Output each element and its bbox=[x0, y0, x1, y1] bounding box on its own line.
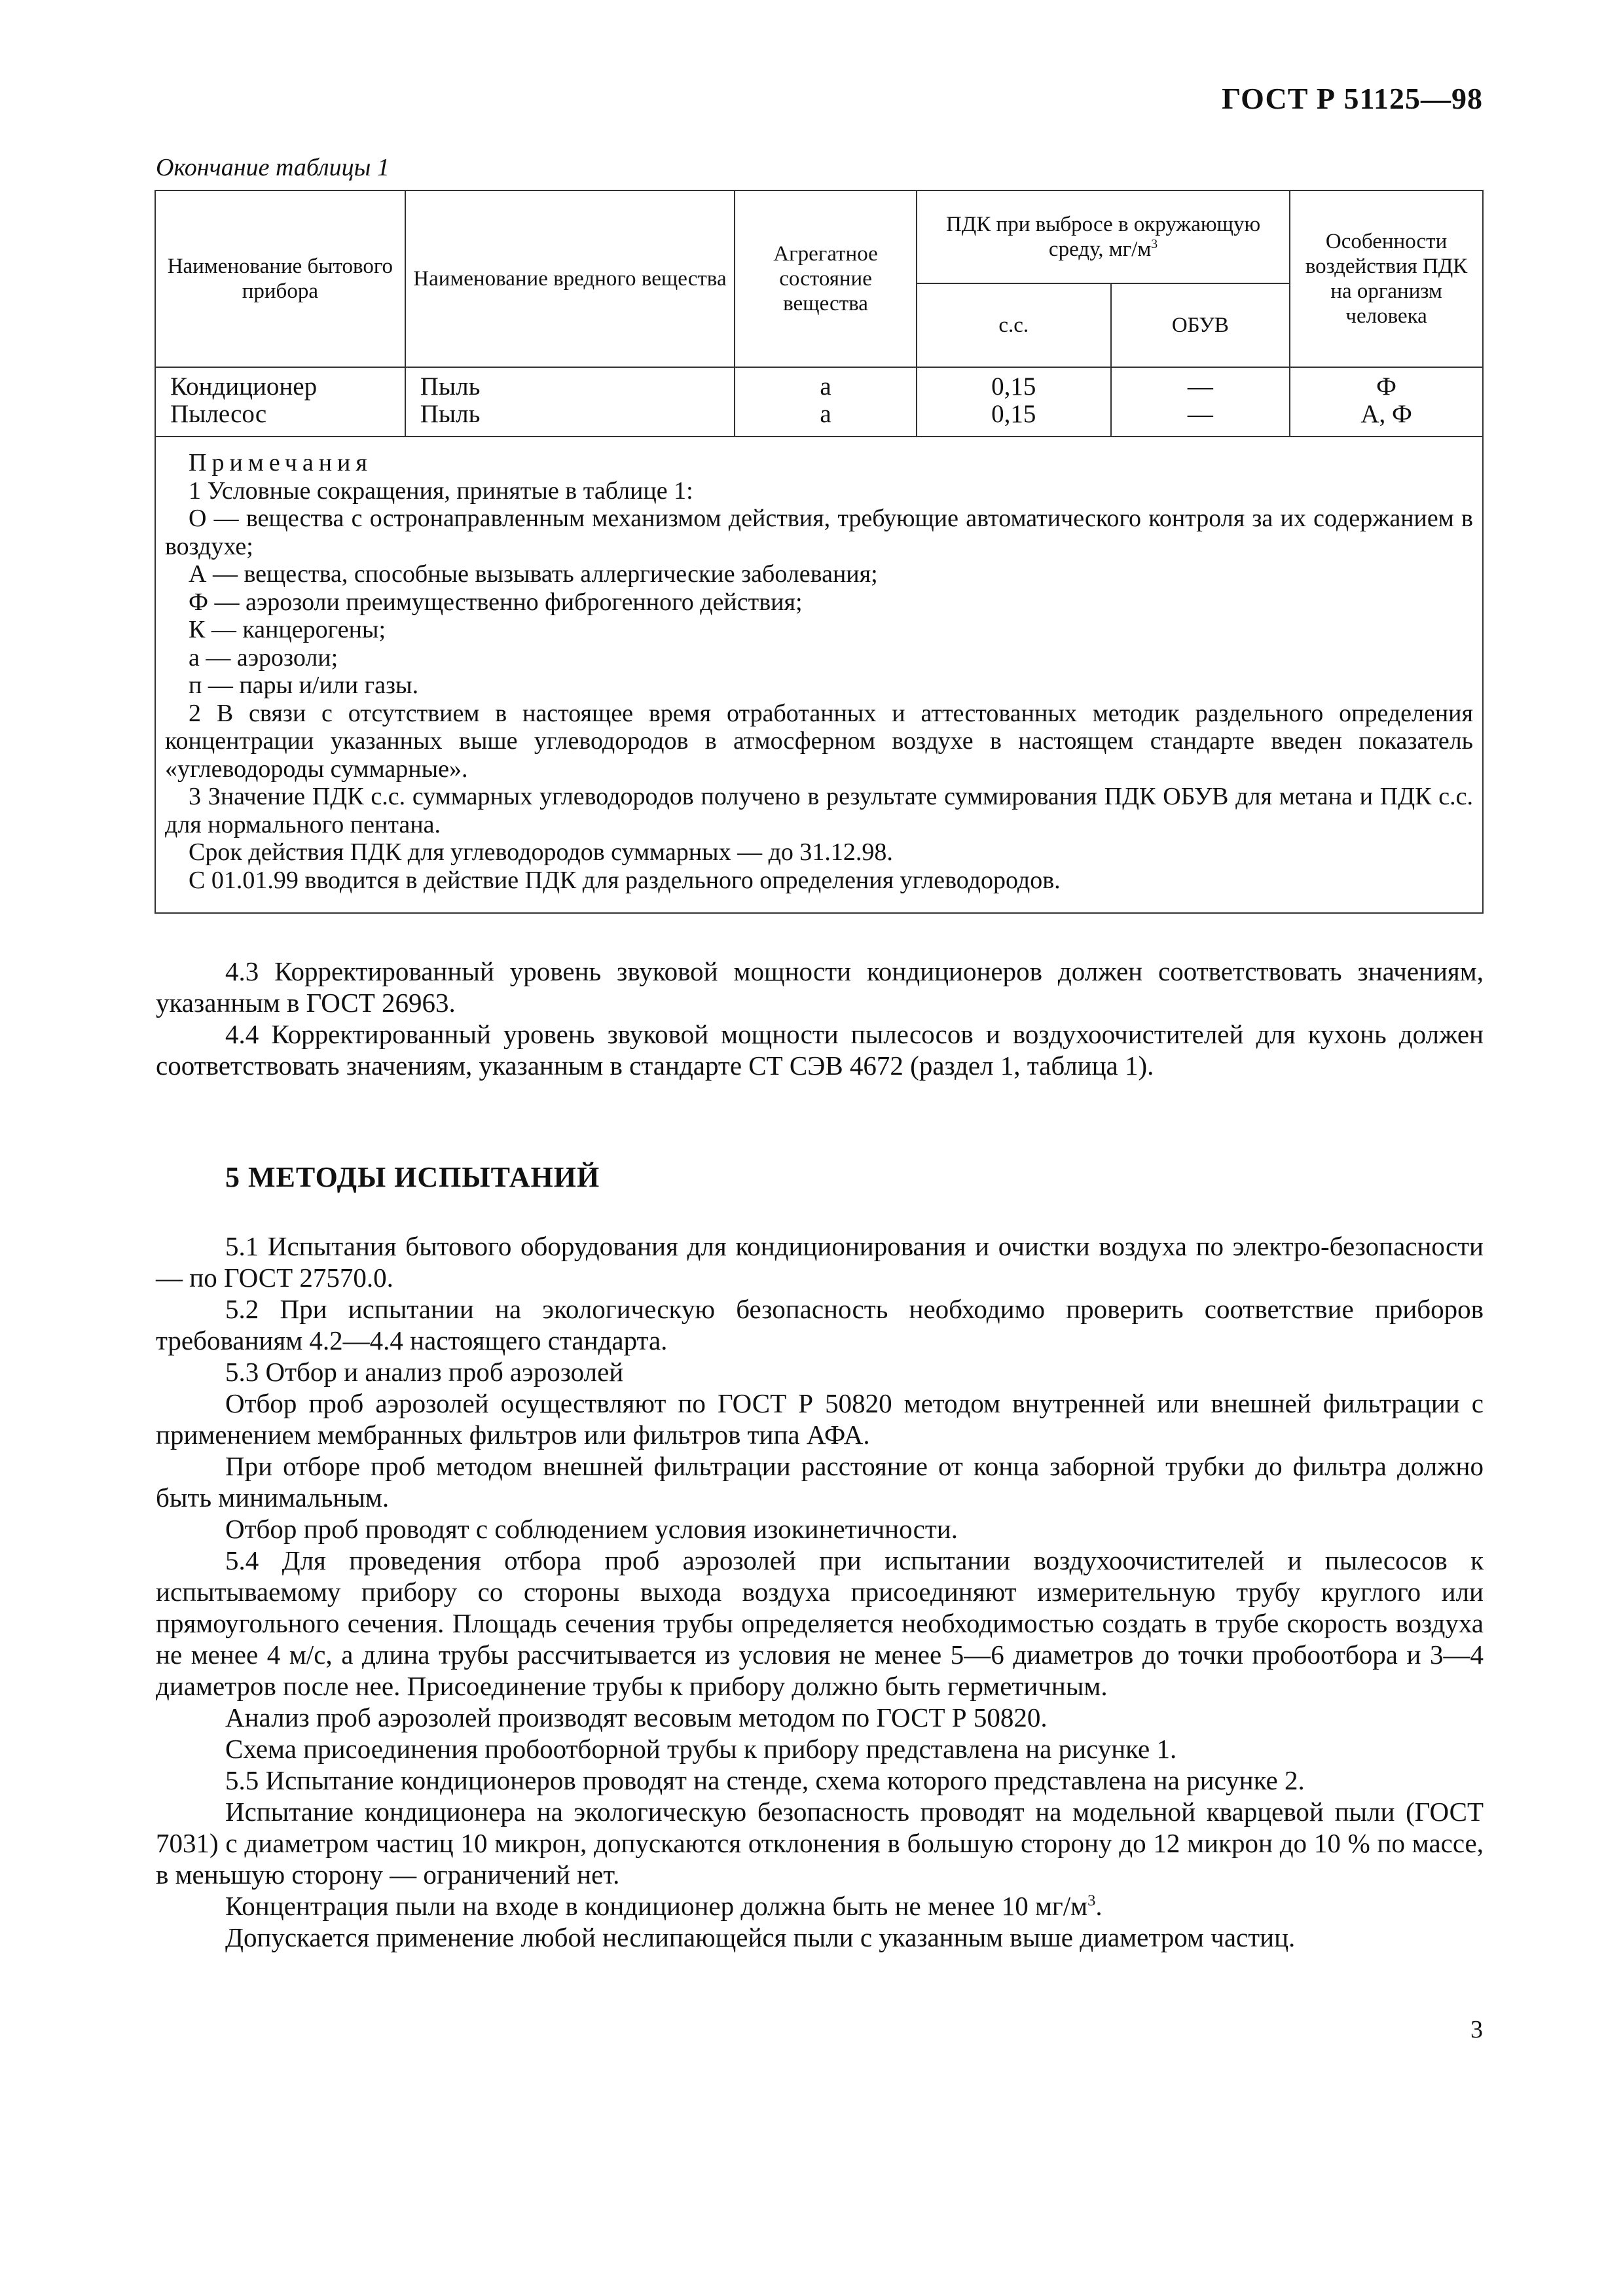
note-line: О — вещества с остронаправленным механизмом действия, требующие автоматического контроля за их содержанием в воздухе; bbox=[165, 505, 1473, 560]
paragraph: Анализ проб аэрозолей производят весовым методом по ГОСТ Р 50820. bbox=[225, 1702, 1048, 1732]
col-state-header: Агрегатное состояние вещества bbox=[735, 190, 917, 367]
col-pdk-group-header: ПДК при выбросе в окружающую среду, $мг/м^3$ bbox=[917, 190, 1290, 283]
col-ss-header: с.с. bbox=[917, 283, 1111, 367]
paragraph: Отбор проб аэрозолей осуществляют по ГОСТ Р 50820 методом внутренней или внешней фильтрации с применением мембранных фильтров или фильтров типа АФА. bbox=[156, 1388, 1484, 1450]
table-row bbox=[155, 367, 1483, 401]
cell-substance: Пыль bbox=[405, 367, 735, 401]
notes-title: Примечания bbox=[189, 449, 373, 476]
document-code: ГОСТ Р 51125—98 bbox=[1222, 82, 1483, 115]
cell-ss: 0,15 bbox=[917, 401, 1111, 437]
note-line: п — пары и/или газы. bbox=[189, 672, 419, 699]
cell-obuv: — bbox=[1111, 401, 1290, 437]
page-number: 3 bbox=[1470, 2016, 1483, 2043]
note-line: К — канцерогены; bbox=[189, 616, 386, 643]
table-row bbox=[155, 401, 1483, 437]
paragraph: 5.1 Испытания бытового оборудования для кондиционирования и очистки воздуха по электро-безопасности — по ГОСТ 27570.0. bbox=[156, 1231, 1484, 1293]
note-line: С 01.01.99 вводится в действие ПДК для раздельного определения углеводородов. bbox=[189, 866, 1061, 894]
paragraph: Концентрация пыли на входе в кондиционер должна быть не менее 10 $мг/м^3$. bbox=[225, 1891, 1103, 1921]
note-line: 1 Условные сокращения, принятые в таблице 1: bbox=[189, 476, 693, 505]
col-effect-header: Особенности воздействия ПДК на организм человека bbox=[1290, 190, 1483, 367]
paragraph: Отбор проб проводят с соблюдением условия изокинетичности. bbox=[225, 1514, 958, 1544]
paragraph: Схема присоединения пробоотборной трубы к прибору представлена на рисунке 1. bbox=[225, 1734, 1177, 1764]
note-line: А — вещества, способные вызывать аллергические заболевания; bbox=[189, 560, 878, 588]
cell-effect: А, Ф bbox=[1290, 401, 1483, 437]
note-line: Срок действия ПДК для углеводородов суммарных — до 31.12.98. bbox=[189, 838, 893, 866]
paragraph: 5.4 Для проведения отбора проб аэрозолей при испытании воздухоочистителей и пылесосов к испытываемому прибору со стороны выхода воздуха присоединяют измерительную трубу круглого или прямоугольного сечения. Площадь сечения трубы определяется необходимостью создать в трубе скорость воздуха не менее 4 м/с, а длина трубы рассчитывается из условия не менее 5—6 диаметров до точки пробоотбора и 3—4 диаметров после нее. Присоединение трубы к прибору должно быть герметичным. bbox=[156, 1545, 1484, 1701]
section-title: 5 МЕТОДЫ ИСПЫТАНИЙ bbox=[225, 1161, 600, 1193]
table-notes bbox=[155, 437, 1483, 913]
note-line: Ф — аэрозоли преимущественно фиброгенного действия; bbox=[189, 588, 803, 616]
paragraph: 5.2 При испытании на экологическую безопасность необходимо проверить соответствие приборов требованиям 4.2—4.4 настоящего стандарта. bbox=[156, 1294, 1484, 1355]
paragraph: Испытание кондиционера на экологическую безопасность проводят на модельной кварцевой пыли (ГОСТ 7031) с диаметром частиц 10 микрон, допускаются отклонения в большую сторону до 12 микрон до 10 % по массе, в меньшую сторону — ограничений нет. bbox=[156, 1797, 1484, 1890]
cell-effect: Ф bbox=[1290, 367, 1483, 401]
cell-state: а bbox=[735, 367, 917, 401]
paragraph: 5.5 Испытание кондиционеров проводят на стенде, схема которого представлена на рисунке 2. bbox=[225, 1765, 1305, 1795]
cell-device: Кондиционер bbox=[155, 367, 405, 401]
paragraph: Допускается применение любой неслипающейся пыли с указанным выше диаметром частиц. bbox=[225, 1922, 1296, 1952]
cell-state: а bbox=[735, 401, 917, 437]
col-obuv-header: ОБУВ bbox=[1111, 283, 1290, 367]
pdk-table bbox=[155, 190, 1484, 914]
paragraph: 4.3 Корректированный уровень звуковой мощности кондиционеров должен соответствовать значениям, указанным в ГОСТ 26963. bbox=[156, 956, 1484, 1018]
paragraph: При отборе проб методом внешней фильтрации расстояние от конца заборной трубки до фильтра должно быть минимальным. bbox=[156, 1451, 1484, 1513]
cell-ss: 0,15 bbox=[917, 367, 1111, 401]
note-line: а — аэрозоли; bbox=[189, 643, 338, 672]
paragraph: 4.4 Корректированный уровень звуковой мощности пылесосов и воздухоочистителей для кухонь должен соответствовать значениям, указанным в стандарте СТ СЭВ 4672 (раздел 1, таблица 1). bbox=[156, 1019, 1484, 1081]
cell-substance: Пыль bbox=[405, 401, 735, 437]
note-line: 3 Значение ПДК с.с. суммарных углеводородов получено в результате суммирования ПДК ОБУВ для метана и ПДК с.с. для нормального пентана. bbox=[165, 783, 1473, 838]
note-line: 2 В связи с отсутствием в настоящее время отработанных и аттестованных методик раздельного определения концентрации указанных выше углеводородов в атмосферном воздухе в настоящем стандарте введен показатель «углеводороды суммарные». bbox=[165, 699, 1473, 783]
col-device-header: Наименование бытового прибора bbox=[155, 190, 405, 367]
table-caption: Окончание таблицы 1 bbox=[156, 154, 390, 181]
paragraph: 5.3 Отбор и анализ проб аэрозолей bbox=[225, 1357, 624, 1387]
section-5-text bbox=[156, 1230, 1484, 1953]
col-substance-header: Наименование вредного вещества bbox=[405, 190, 735, 367]
section-4-text bbox=[156, 956, 1484, 1081]
cell-device: Пылесос bbox=[155, 401, 405, 437]
cell-obuv: — bbox=[1111, 367, 1290, 401]
